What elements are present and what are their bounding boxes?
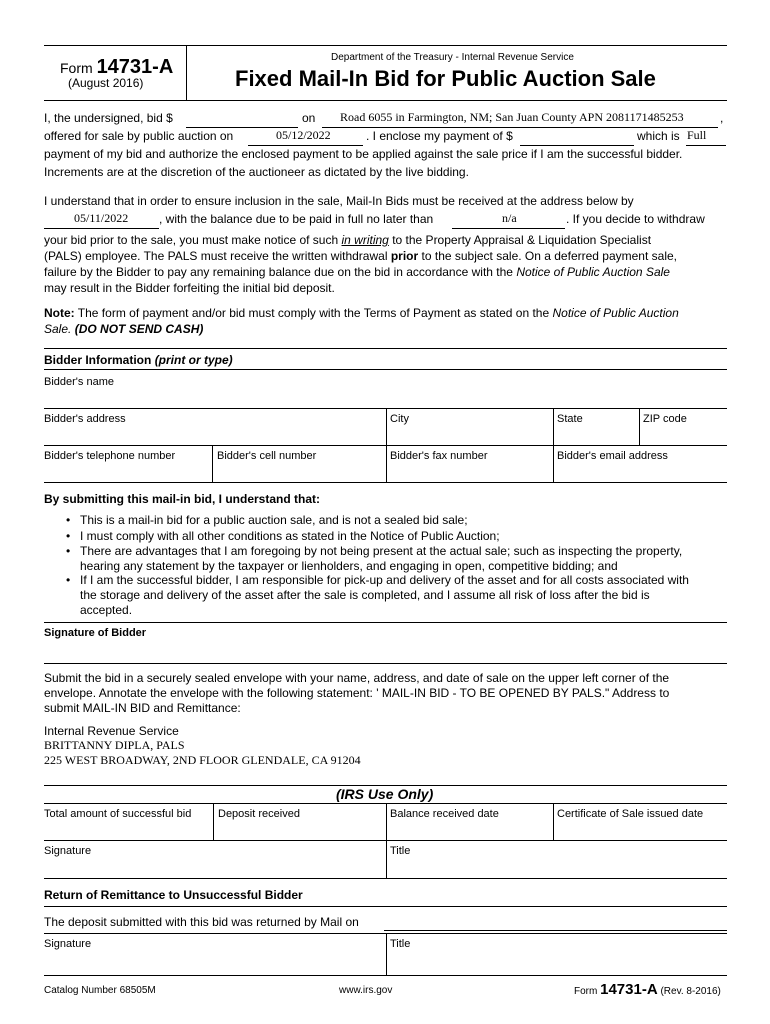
certificate-date-field[interactable]: Certificate of Sale issued date <box>557 808 704 820</box>
list-item: • There are advantages that I am foregoing by not being present at the actual sale; such as inspecting the property, <box>66 544 683 558</box>
cell-number-field[interactable]: Bidder's cell number <box>217 450 317 462</box>
catalog-number: Catalog Number 68505M <box>44 985 156 996</box>
list-item: • I must comply with all other conditions as stated in the Notice of Public Auction; <box>66 529 500 543</box>
bidder-info-heading: Bidder Information (print or type) <box>44 353 233 367</box>
footer-form-number: Form 14731-A (Rev. 8-2016) <box>574 981 721 998</box>
para1-payment-label: . I enclose my payment of $ <box>366 129 513 143</box>
para1-on-label: on <box>302 111 316 125</box>
irs-title-field[interactable]: Title <box>390 845 411 857</box>
payment-amount-field[interactable] <box>520 145 634 146</box>
zip-code-field[interactable]: ZIP code <box>643 413 687 425</box>
list-item: • If I am the successful bidder, I am responsible for pick-up and delivery of the asset and for all costs associated with <box>66 573 689 587</box>
bidders-name-field[interactable]: Bidder's name <box>44 376 114 388</box>
note-line1: Note: The form of payment and/or bid must comply with the Terms of Payment as stated on the Notice of Public Auction <box>44 306 679 320</box>
receive-by-date-field[interactable]: 05/11/2022 <box>74 211 129 225</box>
note-line2: Sale. (DO NOT SEND CASH) <box>44 322 204 336</box>
total-amount-field[interactable]: Total amount of successful bid <box>44 808 192 820</box>
irs-use-heading: (IRS Use Only) <box>336 786 434 802</box>
para1-line4: Increments are at the discretion of the auctioneer as dictated by the live bidding. <box>44 165 469 179</box>
department-name: Department of the Treasury - Internal Revenue Service <box>331 52 574 63</box>
signature-of-bidder-field[interactable]: Signature of Bidder <box>44 627 147 639</box>
website-link[interactable]: www.irs.gov <box>339 985 393 996</box>
para1-line3: payment of my bid and authorize the enclosed payment to be applied against the sale price if I am the successful bidder. <box>44 147 683 161</box>
remittance-heading: Return of Remittance to Unsuccessful Bidder <box>44 888 303 902</box>
para1-bid-label: I, the undersigned, bid $ <box>44 111 173 125</box>
form-title: Fixed Mail-In Bid for Public Auction Sale <box>235 66 656 91</box>
payment-type-field[interactable]: Full <box>687 128 707 142</box>
para2-line1: I understand that in order to ensure inclusion in the sale, Mail-In Bids must be received at the address below by <box>44 194 634 208</box>
balance-received-date-field[interactable]: Balance received date <box>390 808 499 820</box>
city-field[interactable]: City <box>390 413 409 425</box>
property-description-field[interactable]: Road 6055 in Farmington, NM; San Juan County APN 2081171485253 <box>340 110 684 124</box>
balance-due-date-field[interactable]: n/a <box>502 211 517 225</box>
remittance-title-field[interactable]: Title <box>390 938 411 950</box>
para2-line3: your bid prior to the sale, you must make notice of such in writing to the Property Appraisal & Liquidation Specialist <box>44 233 652 247</box>
para1-auction-label: offered for sale by public auction on <box>44 129 234 143</box>
bidders-address-field[interactable]: Bidder's address <box>44 413 126 425</box>
para2-line6: may result in the Bidder forfeiting the initial bid deposit. <box>44 281 335 295</box>
email-field[interactable]: Bidder's email address <box>557 450 668 462</box>
telephone-field[interactable]: Bidder's telephone number <box>44 450 176 462</box>
address-street: 225 WEST BROADWAY, 2ND FLOOR GLENDALE, CA 91204 <box>44 753 361 767</box>
address-name: BRITTANNY DIPLA, PALS <box>44 738 185 752</box>
fax-number-field[interactable]: Bidder's fax number <box>390 450 488 462</box>
list-item: • This is a mail-in bid for a public auction sale, and is not a sealed bid sale; <box>66 513 468 527</box>
returned-date-field[interactable] <box>384 930 727 931</box>
state-field[interactable]: State <box>557 413 583 425</box>
form-number-label: Form 14731-A <box>60 56 174 78</box>
remittance-signature-field[interactable]: Signature <box>44 938 92 950</box>
deposit-received-field[interactable]: Deposit received <box>218 808 300 820</box>
para2-line4: (PALS) employee. The PALS must receive the written withdrawal prior to the subject sale. On a deferred payment sale, <box>44 249 677 263</box>
para1-which-is-label: which is <box>637 129 680 143</box>
address-org: Internal Revenue Service <box>44 724 179 738</box>
submit-line2: envelope. Annotate the envelope with the following statement: ' MAIL-IN BID - TO BE OPENED BY PALS." Address to <box>44 686 670 700</box>
understand-heading: By submitting this mail-in bid, I understand that: <box>44 492 320 506</box>
form-date: (August 2016) <box>68 76 144 90</box>
irs-signature-field[interactable]: Signature <box>44 845 92 857</box>
submit-line3: submit MAIL-IN BID and Remittance: <box>44 701 241 715</box>
para2-line5: failure by the Bidder to pay any remaining balance due on the bid in accordance with the Notice of Public Auction Sale <box>44 265 670 279</box>
auction-date-field[interactable]: 05/12/2022 <box>276 128 331 142</box>
submit-line1: Submit the bid in a securely sealed envelope with your name, address, and date of sale on the upper left corner of the <box>44 671 670 685</box>
remittance-deposit-text: The deposit submitted with this bid was returned by Mail on <box>44 915 359 929</box>
